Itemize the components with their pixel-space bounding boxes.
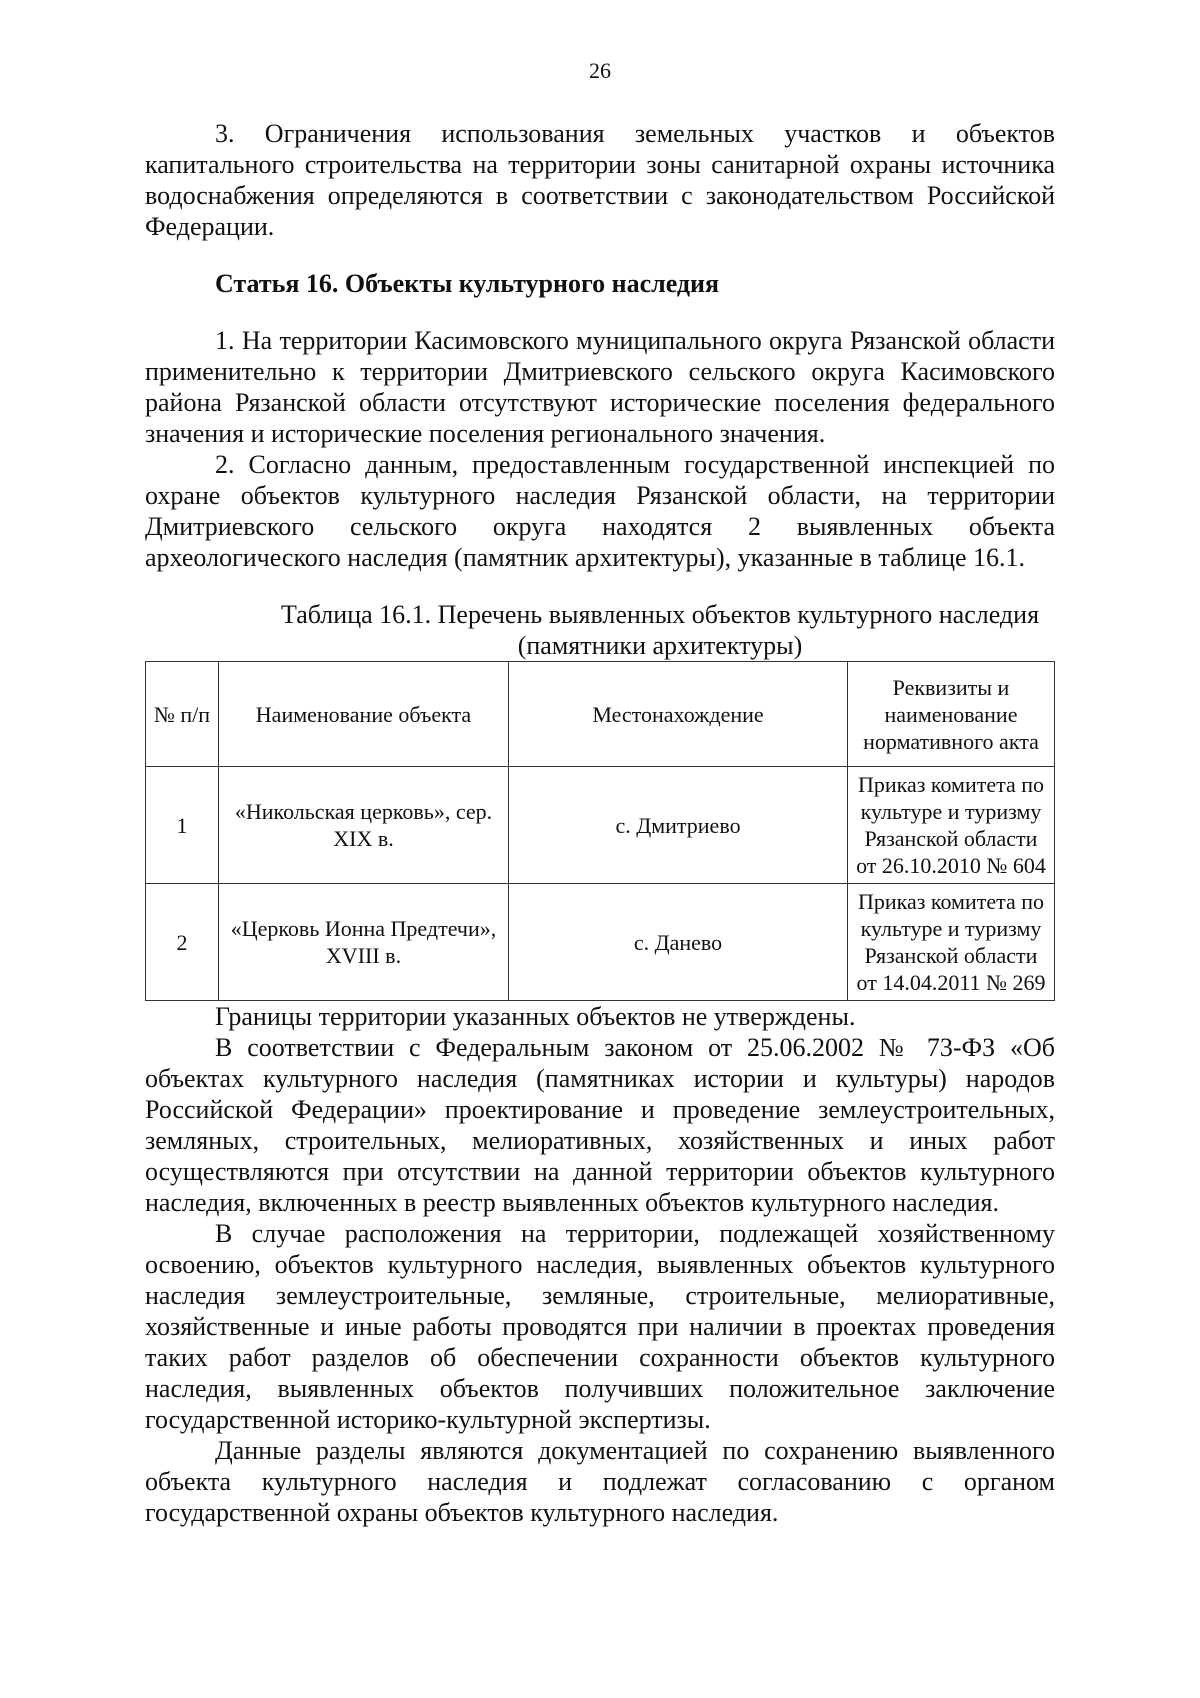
table-row <box>146 767 1055 884</box>
paragraph-law: В соответствии с Федеральным законом от 25.06.2002 № 73-ФЗ «Об объектах культурного наследия (памятниках истории и культуры) народов Российской Федерации» проектирование и проведение землеустроительных, земляных, строительных, мелиоративных, хозяйственных и иных работ осуществляются при отсутствии на данной территории объектов культурного наследия, включенных в реестр выявленных объектов культурного наследия. <box>145 1033 1055 1217</box>
heritage-objects-table <box>145 661 1055 1001</box>
paragraph-1: 1. На территории Касимовского муниципального округа Рязанской области применительно к территории Дмитриевского сельского округа Касимовского района Рязанской области отсутствуют исторические поселения федерального значения и исторические поселения регионального значения. <box>145 326 1055 448</box>
cell-num: 2 <box>146 884 219 1001</box>
cell-location: с. Данево <box>509 884 848 1001</box>
paragraph-2: 2. Согласно данным, предоставленным государственной инспекцией по охране объектов культурного наследия Рязанской области, на территории Дмитриевского сельского округа находятся 2 выявленных объекта археологического наследия (памятник архитектуры), указанные в таблице 16.1. <box>145 450 1055 572</box>
cell-name: «Никольская церковь», сер. XIX в. <box>219 767 509 884</box>
header-act: Реквизиты и наименование нормативного акта <box>848 662 1055 767</box>
article-heading: Статья 16. Объекты культурного наследия <box>215 269 720 298</box>
cell-num: 1 <box>146 767 219 884</box>
page-number: 26 <box>589 58 611 83</box>
table-caption-line1: Таблица 16.1. Перечень выявленных объектов культурного наследия <box>280 600 1040 629</box>
paragraph-case: В случае расположения на территории, подлежащей хозяйственному освоению, объектов культурного наследия, выявленных объектов культурного наследия землеустроительные, земляные, строительные, мелиоративные, хозяйственные и иные работы проводятся при наличии в проектах проведения таких работ разделов об обеспечении сохранности объектов культурного наследия, выявленных объектов получивших положительное заключение государственной историко-культурной экспертизы. <box>145 1219 1055 1434</box>
table-caption <box>145 599 1055 661</box>
header-location: Местонахождение <box>509 662 848 767</box>
paragraph-sections: Данные разделы являются документацией по сохранению выявленного объекта культурного наследия и подлежат согласованию с органом государственной охраны объектов культурного наследия. <box>145 1436 1055 1527</box>
cell-act: Приказ комитета по культуре и туризму Рязанской области от 14.04.2011 № 269 <box>848 884 1055 1001</box>
paragraph-restrictions: 3. Ограничения использования земельных участков и объектов капитального строительства на территории зоны санитарной охраны источника водоснабжения определяются в соответствии с законодательством Российской Федерации. <box>145 119 1055 241</box>
table-header-row <box>146 662 1055 767</box>
cell-location: с. Дмитриево <box>509 767 848 884</box>
table-row <box>146 884 1055 1001</box>
paragraph-borders: Границы территории указанных объектов не утверждены. <box>215 1002 856 1031</box>
cell-act: Приказ комитета по культуре и туризму Рязанской области от 26.10.2010 № 604 <box>848 767 1055 884</box>
table-caption-line2: (памятники архитектуры) <box>517 631 803 660</box>
page-content <box>145 118 1055 1528</box>
header-name: Наименование объекта <box>219 662 509 767</box>
header-num: № п/п <box>146 662 219 767</box>
cell-name: «Церковь Ионна Предтечи», XVIII в. <box>219 884 509 1001</box>
